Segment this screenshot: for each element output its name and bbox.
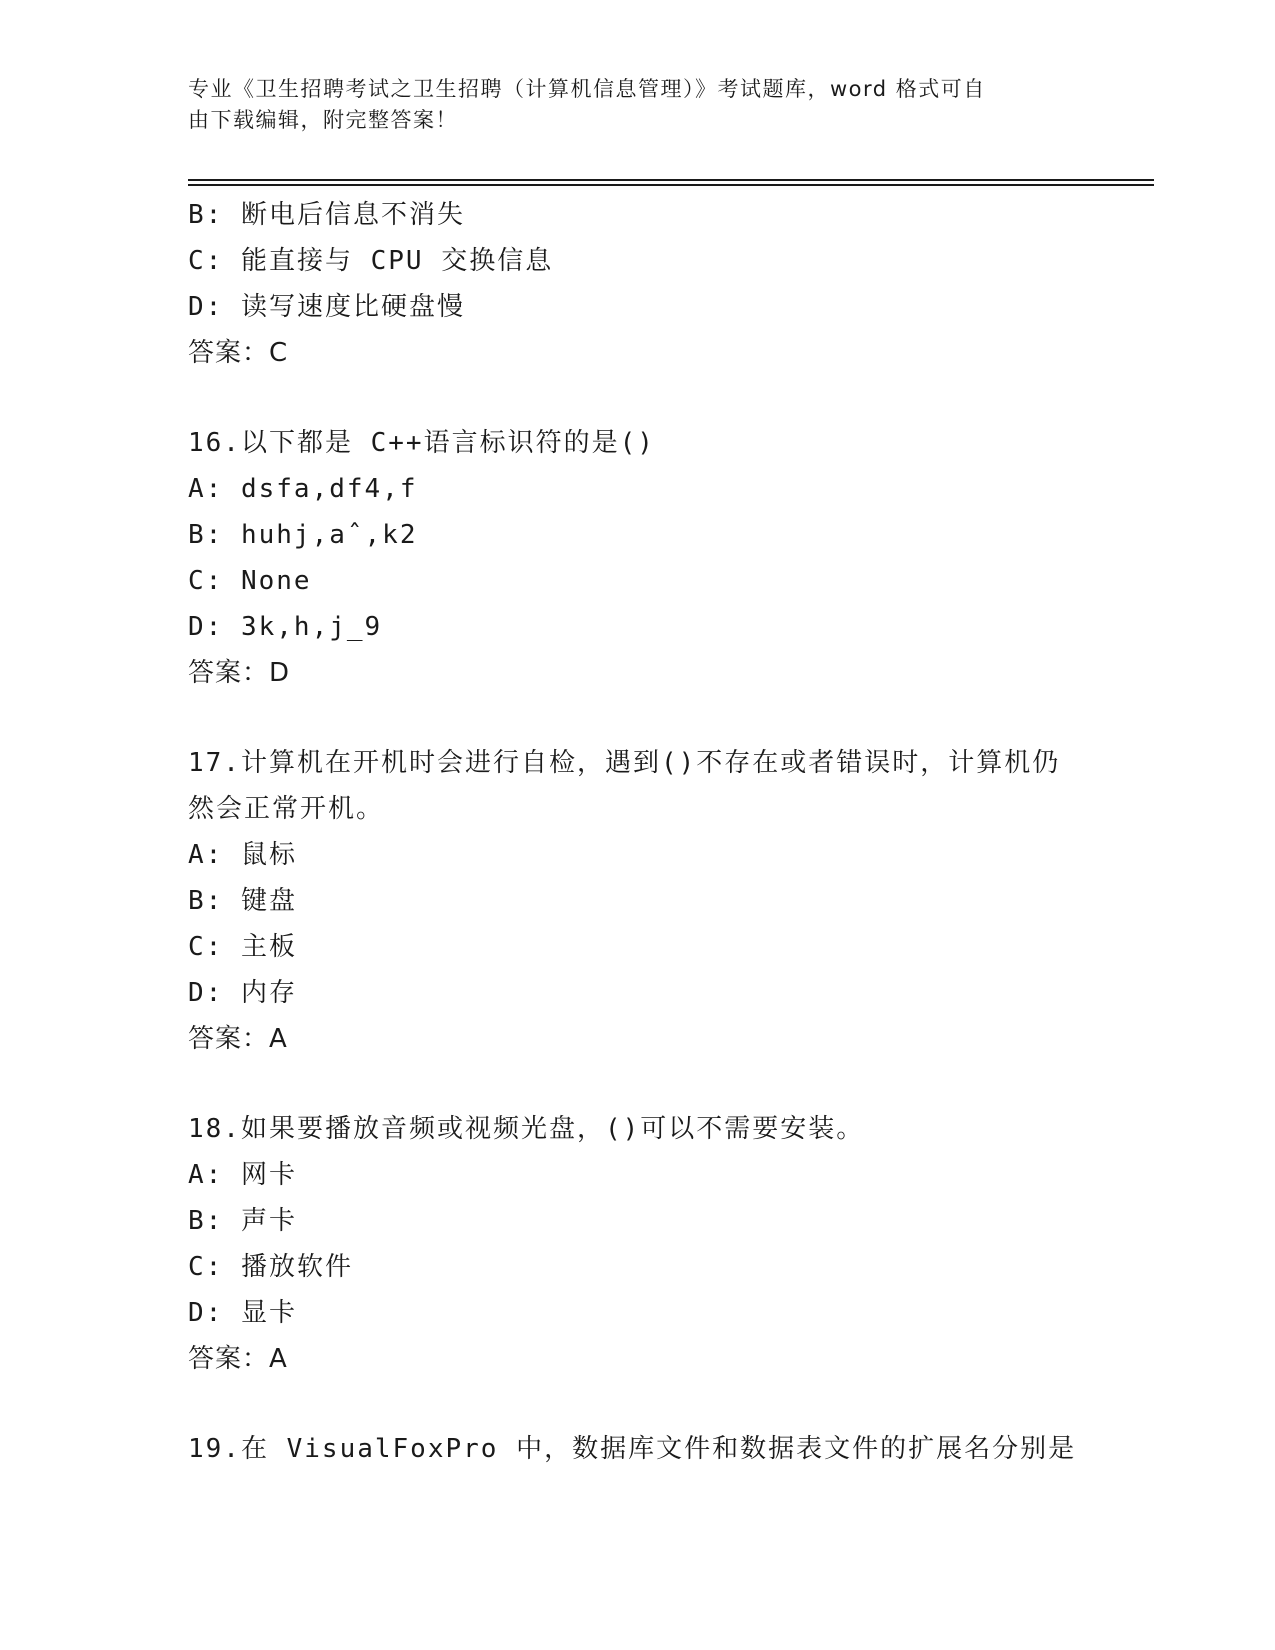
question-text: 16.以下都是 C++语言标识符的是() — [188, 428, 655, 458]
option-d: D: 内存 — [188, 978, 297, 1008]
option-d: D: 显卡 — [188, 1298, 297, 1328]
header-divider-top — [188, 179, 1154, 181]
header-line-1: 专业《卫生招聘考试之卫生招聘（计算机信息管理）》考试题库，word 格式可自 — [188, 77, 986, 101]
option-c: C: 能直接与 CPU 交换信息 — [188, 246, 554, 276]
question-16 — [188, 420, 1088, 696]
answer-label: 答案：C — [188, 338, 289, 368]
question-text: 19.在 VisualFoxPro 中，数据库文件和数据表文件的扩展名分别是 — [188, 1434, 1077, 1464]
question-text-line-2: 然会正常开机。 — [188, 794, 385, 824]
question-text: 18.如果要播放音频或视频光盘，()可以不需要安装。 — [188, 1114, 865, 1144]
question-list — [188, 192, 1088, 1472]
option-c: C: 播放软件 — [188, 1252, 353, 1282]
answer-label: 答案：D — [188, 658, 291, 688]
option-a: A: 鼠标 — [188, 840, 297, 870]
document-header — [188, 74, 1068, 136]
option-c: C: None — [188, 566, 312, 596]
option-b: B: 声卡 — [188, 1206, 297, 1236]
option-d: D: 读写速度比硬盘慢 — [188, 292, 465, 322]
question-19 — [188, 1426, 1088, 1472]
option-b: B: 键盘 — [188, 886, 297, 916]
question-18 — [188, 1106, 1088, 1382]
option-c: C: 主板 — [188, 932, 297, 962]
header-divider-bottom — [188, 184, 1154, 186]
option-a: A: 网卡 — [188, 1160, 297, 1190]
question-15-tail — [188, 192, 1088, 376]
option-d: D: 3k,h,j_9 — [188, 612, 383, 642]
option-a: A: dsfa,df4,f — [188, 474, 418, 504]
option-b: B: huhj,aˆ,k2 — [188, 520, 418, 550]
option-b: B: 断电后信息不消失 — [188, 200, 465, 230]
question-17 — [188, 740, 1088, 1062]
question-text-line-1: 17.计算机在开机时会进行自检，遇到()不存在或者错误时，计算机仍 — [188, 748, 1061, 778]
answer-label: 答案：A — [188, 1024, 288, 1054]
header-line-2: 由下载编辑，附完整答案！ — [188, 108, 458, 132]
answer-label: 答案：A — [188, 1344, 288, 1374]
